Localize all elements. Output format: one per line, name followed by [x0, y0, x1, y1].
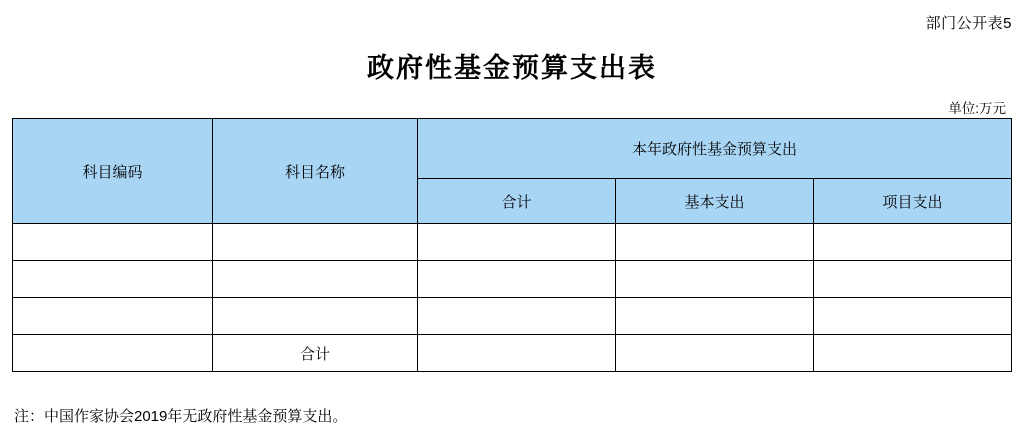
cell-total — [418, 335, 616, 372]
cell-project — [814, 224, 1012, 261]
header-group-current-year: 本年政府性基金预算支出 — [418, 119, 1012, 179]
cell-subject-code — [13, 224, 213, 261]
cell-total — [418, 298, 616, 335]
cell-project — [814, 298, 1012, 335]
table-row — [13, 261, 1012, 298]
budget-table — [12, 118, 1012, 372]
unit-note: 单位:万元 — [948, 101, 1006, 116]
table-row — [13, 298, 1012, 335]
page-title: 政府性基金预算支出表 — [367, 53, 657, 83]
cell-basic — [616, 298, 814, 335]
cell-subject-name — [213, 261, 418, 298]
cell-project — [814, 261, 1012, 298]
cell-subject-name — [213, 224, 418, 261]
cell-basic — [616, 261, 814, 298]
footnote: 注：中国作家协会2019年无政府性基金预算支出。 — [14, 408, 348, 425]
table-header — [13, 119, 1012, 224]
cell-subject-code — [13, 261, 213, 298]
table-header-row-1 — [13, 119, 1012, 179]
header-basic-expenditure: 基本支出 — [616, 179, 814, 224]
form-code-label: 部门公开表5 — [925, 15, 1012, 32]
header-subject-name: 科目名称 — [213, 119, 418, 224]
cell-subject-code — [13, 298, 213, 335]
cell-subject-code — [13, 335, 213, 372]
header-project-expenditure: 项目支出 — [814, 179, 1012, 224]
cell-subject-name — [213, 298, 418, 335]
cell-basic — [616, 224, 814, 261]
table-row — [13, 224, 1012, 261]
cell-total — [418, 224, 616, 261]
table-body — [13, 224, 1012, 372]
cell-basic — [616, 335, 814, 372]
cell-project — [814, 335, 1012, 372]
cell-total-label: 合计 — [213, 335, 418, 372]
header-subject-code: 科目编码 — [13, 119, 213, 224]
cell-total — [418, 261, 616, 298]
table-total-row — [13, 335, 1012, 372]
header-total: 合计 — [418, 179, 616, 224]
